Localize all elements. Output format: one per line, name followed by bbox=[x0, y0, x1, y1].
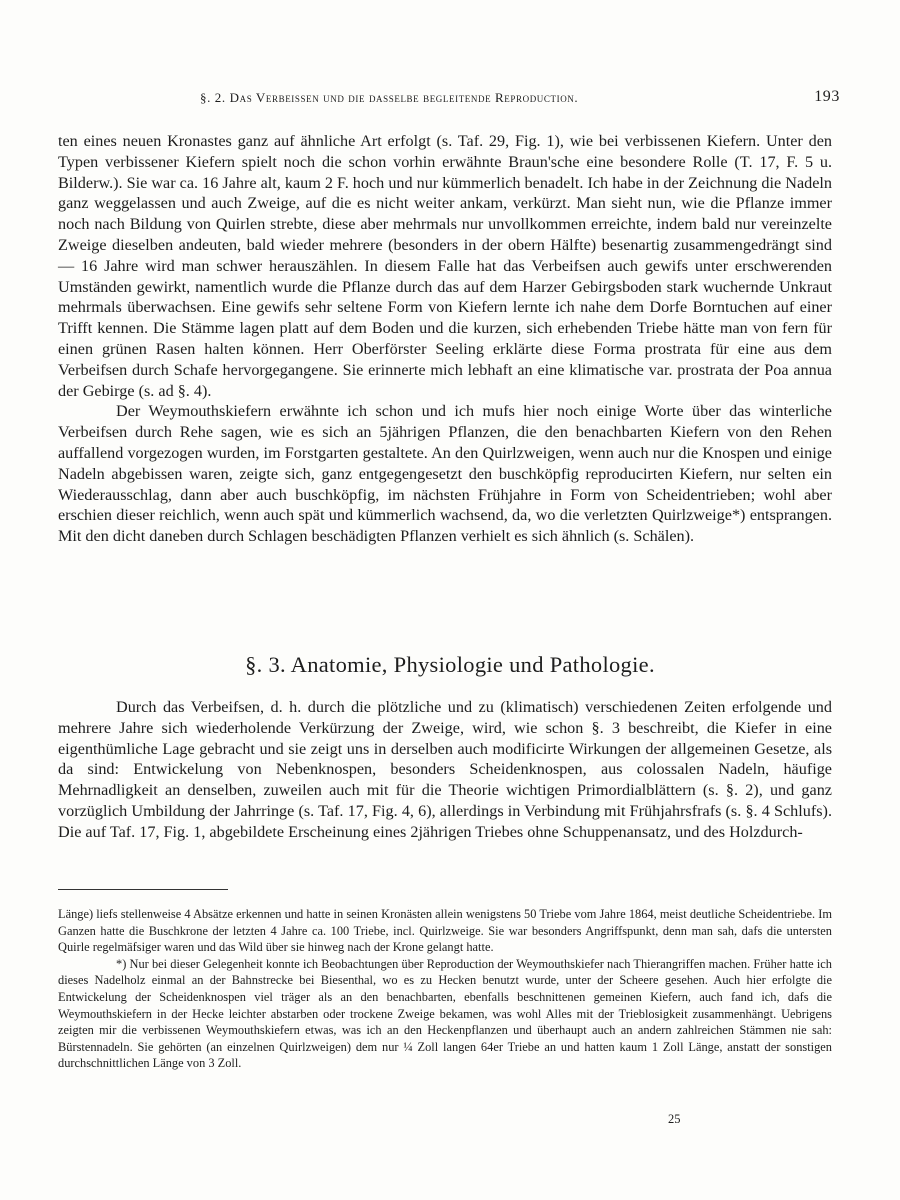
footnote-divider bbox=[58, 889, 228, 890]
paragraph-continuation: ten eines neuen Kronastes ganz auf ähnliche Art erfolgt (s. Taf. 29, Fig. 1), wie bei verbissenen Kiefern. Unter den Typen verbissener Kiefern spielt noch die schon vorhin erwähnte Braun'sche eine besondere Rolle (T. 17, F. 5 u. Bilderw.). Sie war ca. 16 Jahre alt, kaum 2 F. hoch und nur kümmerlich benadelt. Ich habe in der Zeichnung die Nadeln ganz weggelassen und auch Zweige, auf die es nicht weiter ankam, verkürzt. Man sieht nun, wie die Pflanze immer noch nach Bildung von Quirlen strebte, diese aber mehrmals nur unvollkommen erreichte, indem bald nur vereinzelte Zweige dieselben andeuten, bald wieder mehrere (besonders in der obern Hälfte) besenartig zusammengedrängt sind — 16 Jahre wird man schwer herauszählen. In diesem Falle hat das Verbeifsen auch gewifs unter erschwerenden Umständen gewirkt, namentlich wurde die Pflanze durch das auf dem Harzer Gebirgsboden stark wuchernde Unkraut mehrmals überwachsen. Eine gewifs sehr seltene Form von Kiefern lernte ich nahe dem Dorfe Borntuchen auf einer Trifft kennen. Die Stämme lagen platt auf dem Boden und die kurzen, sich erhebenden Triebe hätte man von fern für einen grünen Rasen halten können. Herr Oberförster Seeling erklärte diese Forma prostrata für eine aus dem Verbeifsen durch Schafe hervorgegangene. Sie erinnerte mich lebhaft an eine klimatische var. prostrata der Poa annua der Gebirge (s. ad §. 4). bbox=[58, 132, 832, 400]
paragraph-section-3: Durch das Verbeifsen, d. h. durch die plötzliche und zu (klimatisch) verschiedenen Zeiten erfolgende und mehrere Jahre sich wiederholende Verkürzung der Zweige, wird, wie schon §. 3 beschreibt, die Kiefer in eine eigenthümliche Lage gebracht und sie zeigt uns in derselben auch modificirte Wirkungen der allgemeinen Gesetze, als da sind: Entwickelung von Nebenknospen, besonders Scheidenknospen, aus colossalen Nadeln, häufige Mehrnadligkeit an denselben, zuweilen auch mit für die Theorie wichtigen Primordialblättern (s. §. 2), und ganz vorzüglich Umbildung der Jahrringe (s. Taf. 17, Fig. 4, 6), allerdings in Verbindung mit Frühjahrsfrafs (s. §. 4 Schlufs). Die auf Taf. 17, Fig. 1, abgebildete Erscheinung eines 2jährigen Triebes ohne Schuppenansatz, und des Holzdurch- bbox=[58, 698, 832, 841]
body-text-top bbox=[58, 131, 832, 547]
footnotes bbox=[58, 906, 832, 1072]
running-header bbox=[200, 88, 840, 112]
header-title: §. 2. Das Verbeissen und die dasselbe begleitende Reproduction. bbox=[200, 90, 579, 105]
footnote-star: *) Nur bei dieser Gelegenheit konnte ich Beobachtungen über Reproduction der Weymouthskiefer nach Thierangriffen machen. Früher hatte ich dieses Nadelholz einmal an der Bahnstrecke bei Biesenthal, wo es zu Hecken benutzt wurde, unter der Scheere gesehen. Auch hier erfolgte die Entwickelung der Scheidenknospen viel träger als an den benachbarten, ebenfalls beschnittenen gemeinen Kiefern, auch fand ich, dafs die Weymouthskiefern in der Hecke leichter abstarben oder trockene Zweige bekamen, was wohl Alles mit der Trieblosigkeit zusammenhängt. Uebrigens zeigten mir die verbissenen Weymouthskiefern etwas, was ich an den Heckenpflanzen und überhaupt auch an andern zahlreichen Stämmen nie sah: Bürstennadeln. Sie gehörten (an einzelnen Quirlzweigen) dem nur ¼ Zoll langen 64er Triebe an und hatten kaum 1 Zoll Länge, anstatt der sonstigen durchschnittlichen Länge von 3 Zoll. bbox=[58, 956, 832, 1071]
paragraph-weymouth: Der Weymouthskiefern erwähnte ich schon und ich mufs hier noch einige Worte über das winterliche Verbeifsen durch Rehe sagen, wie es sich an 5jährigen Pflanzen, die den benachbarten Kiefern von den Rehen auffallend vorgezogen wurden, im Forstgarten gestaltete. An den Quirlzweigen, wenn auch nur die Knospen und einige Nadeln abgebissen waren, zeigte sich, ganz entgegengesetzt den buschköpfig reproducirten Kiefern, nur selten ein Wiederausschlag, dann aber auch buschköpfig, im nächsten Frühjahre in Form von Scheidentrieben; wohl aber erschien dieser reichlich, wenn auch spät und kümmerlich wachsend, da, wo die verletzten Quirlzweige*) entsprangen. Mit den dicht daneben durch Schlagen beschädigten Pflanzen verhielt es sich ähnlich (s. Schälen). bbox=[58, 402, 832, 546]
section-heading: §. 3. Anatomie, Physiologie und Pathologie. bbox=[245, 652, 655, 677]
footnote-continuation: Länge) liefs stellenweise 4 Absätze erkennen und hatte in seinen Kronästen allein wenigstens 50 Triebe vom Jahre 1864, meist deutliche Scheidentriebe. Im Ganzen hatte die Buschkrone der letzten 4 Jahre ca. 100 Triebe, incl. Quirlzweige. Sie war besonders Angriffspunkt, denn man sah, dafs die untersten Quirle regelmäfsiger waren und das Wild über sie hinweg nach der Krone gelangt hatte. bbox=[58, 907, 832, 955]
signature-mark: 25 bbox=[668, 1112, 681, 1126]
page-number: 193 bbox=[814, 88, 840, 105]
body-text-section-3 bbox=[58, 697, 832, 843]
